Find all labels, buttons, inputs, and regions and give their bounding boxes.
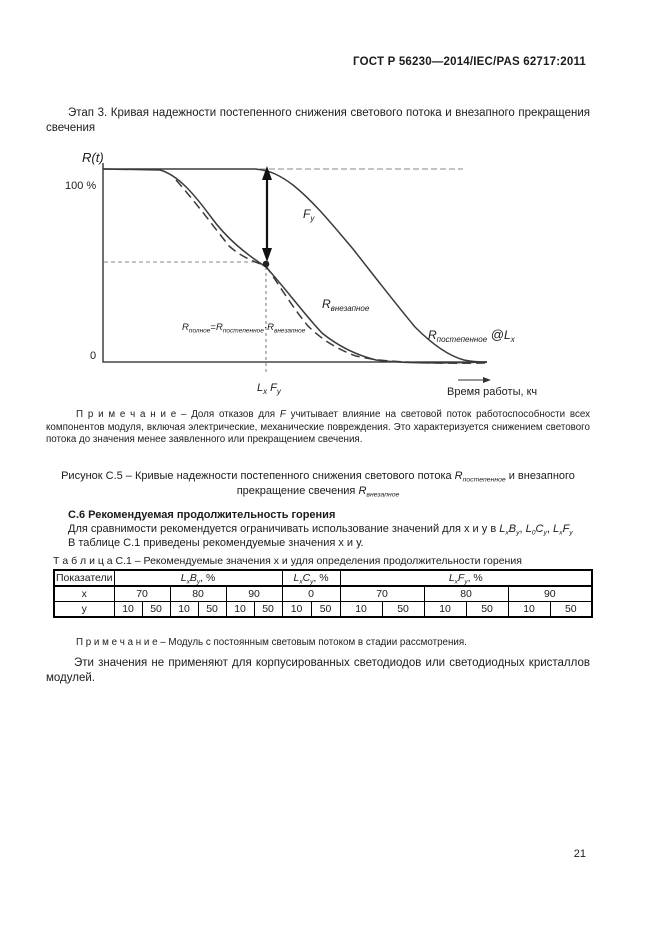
table-c1	[53, 569, 593, 618]
fy-label: $F_y$	[303, 207, 315, 223]
c6-m1l: L	[499, 523, 506, 535]
figure-caption	[46, 469, 590, 498]
x-value: 80	[424, 586, 508, 602]
table-row-y	[54, 602, 592, 618]
figure-caption-line2	[46, 484, 590, 499]
r-postepennoe-label: $R_{постепенное}$ $@L_x$	[428, 327, 515, 344]
c6-m2m: C	[535, 523, 544, 535]
h1-ls: x	[186, 578, 190, 586]
c6-m1m: B	[508, 523, 517, 535]
caption-text2: прекращение свечения	[236, 484, 359, 497]
figure-note-text-cont: учитывает влияние на световой поток работоспособности всех компонентов модуля, включая электрические, механические повреждения. Это характеризуется снижением светового потока до значения менее заявленного или прекращением свечения.	[46, 409, 590, 445]
y-value: 10	[170, 602, 198, 618]
table-row-x	[54, 586, 592, 602]
c6-m2ms: y	[543, 529, 547, 537]
h3-ms: y	[464, 578, 468, 586]
document-header: ГОСТ Р 56230—2014/IEC/PAS 62717:2011	[353, 56, 586, 68]
caption-r2-subscript: внезапное	[366, 490, 400, 498]
c6-m3ls: x	[559, 529, 563, 537]
c6-m1ms: y	[516, 529, 520, 537]
reliability-chart	[60, 150, 620, 402]
intro-paragraph: Этап 3. Кривая надежности постепенного снижения светового потока и внезапного прекращения свечения	[46, 107, 590, 134]
table-header-lxfy	[340, 570, 592, 586]
metric-lxfy	[553, 523, 573, 535]
caption-r-symbol: R	[454, 470, 463, 482]
y-value: 10	[424, 602, 466, 618]
h2-m: C	[302, 572, 311, 584]
h2-ms: y	[310, 578, 314, 586]
h1-l: L	[180, 572, 187, 584]
y-value: 50	[550, 602, 592, 618]
y-value: 10	[340, 602, 382, 618]
metric-l0cy	[526, 523, 547, 535]
table-title: Т а б л и ц а С.1 – Рекомендуемые значения х и удля определения продолжительности горения	[53, 555, 522, 567]
table-header-lxby	[114, 570, 282, 586]
h2-l: L	[293, 572, 300, 584]
c6-m2ls: 0	[531, 529, 536, 537]
fy-arrow-head-down-icon	[262, 248, 272, 262]
figure-note-text: П р и м е ч а н и е – Доля отказов для	[76, 409, 280, 420]
table-note: П р и м е ч а н и е – Модуль с постоянным световым потоком в стадии рассмотрения.	[76, 637, 467, 648]
c6-m2l: L	[525, 523, 532, 535]
y-value: 50	[311, 602, 340, 618]
table-header-row	[54, 570, 592, 586]
x-value: 70	[114, 586, 170, 602]
y-value: 50	[382, 602, 424, 618]
c6-sep1: ,	[519, 523, 526, 535]
caption-text: Рисунок С.5 – Кривые надежности постепенного снижения светового потока	[61, 470, 455, 482]
h3-pct: , %	[467, 572, 483, 584]
section-c6-line2: В таблице С.1 приведены рекомендуемые значения х и у.	[68, 537, 364, 549]
chart-figure	[60, 150, 620, 402]
caption-r2-symbol: R	[358, 484, 367, 497]
table-header-pokazateli: Показатели	[56, 572, 113, 584]
h2-pct: , %	[313, 572, 329, 584]
row-x-label: х	[54, 586, 114, 602]
y-value: 10	[226, 602, 254, 618]
section-c6-line1	[68, 522, 590, 536]
h1-m: B	[189, 572, 197, 584]
figure-caption-line1	[46, 469, 590, 484]
figure-note	[46, 409, 590, 447]
x-axis-title: Время работы, кч	[447, 386, 538, 398]
closing-paragraph: Эти значения не применяют для корпусированных светодиодов или светодиодных кристаллов модулей.	[46, 657, 590, 684]
x-value: 80	[170, 586, 226, 602]
section-c6-heading: С.6 Рекомендуемая продолжительность горения	[68, 509, 336, 521]
y-tick-0: 0	[90, 350, 97, 362]
caption-r-subscript: постепенное	[462, 476, 506, 484]
h3-l: L	[448, 572, 455, 584]
y-value: 10	[282, 602, 311, 618]
x-value: 90	[508, 586, 592, 602]
y-value: 50	[142, 602, 170, 618]
row-y-label: у	[54, 602, 114, 618]
section-c6	[68, 508, 590, 550]
intersection-dot	[263, 261, 270, 268]
h1-pct: , %	[200, 572, 216, 584]
y-tick-100: 100 %	[65, 180, 97, 192]
x-value: 90	[226, 586, 282, 602]
y-value: 10	[508, 602, 550, 618]
y-value: 10	[114, 602, 142, 618]
page-number: 21	[573, 848, 586, 860]
h1-ms: y	[196, 578, 201, 586]
c6-text: Для сравнимости рекомендуется ограничивать использование значений для х и у в	[68, 523, 500, 535]
caption-text-cont: и внезапного	[505, 470, 575, 482]
time-arrow-head-icon	[483, 377, 491, 383]
h3-m: F	[457, 572, 465, 584]
c6-m3m: F	[562, 523, 570, 535]
metric-lxby	[499, 523, 519, 535]
x-value: 70	[340, 586, 424, 602]
r-vnezapnoe-label: $R_{внезапное}$	[322, 297, 370, 313]
y-value: 50	[198, 602, 226, 618]
figure-note-f-symbol: F	[279, 409, 286, 420]
y-value: 50	[466, 602, 508, 618]
x-tick-label: $L_x$ $F_y$	[257, 382, 281, 396]
y-value: 50	[254, 602, 282, 618]
h2-ls: x	[299, 578, 303, 586]
x-value: 0	[282, 586, 340, 602]
c6-m3l: L	[553, 523, 560, 535]
c6-m3ms: y	[569, 529, 573, 537]
c6-sep2: ,	[546, 523, 554, 535]
c6-m1ls: x	[505, 529, 509, 537]
table-header-lxcy	[282, 570, 340, 586]
y-axis-title: R(t)	[82, 150, 104, 165]
equation-label: $R_{полное}=R_{постепенное}\cdot R_{внезапное}$	[182, 322, 306, 335]
h3-ls: x	[454, 578, 458, 586]
